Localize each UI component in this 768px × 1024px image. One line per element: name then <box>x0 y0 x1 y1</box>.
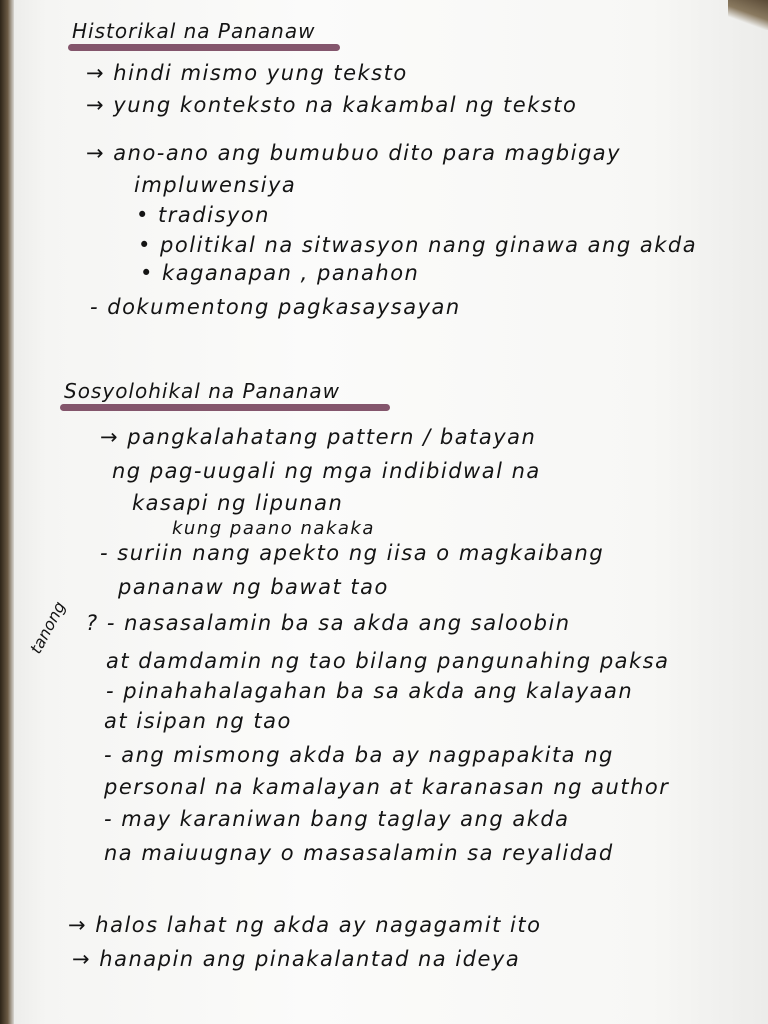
section-heading: Sosyolohikal na Pananaw <box>64 379 341 403</box>
note-line: - ang mismong akda ba ay nagpapakita ng <box>104 743 614 767</box>
note-line: → yung konteksto na kakambal ng teksto <box>86 93 578 117</box>
page-corner-shadow <box>728 0 768 30</box>
note-line: at isipan ng tao <box>104 709 292 733</box>
margin-note: tanong <box>26 598 70 657</box>
note-line: → ano-ano ang bumubuo dito para magbigay <box>86 141 622 165</box>
notebook-spine <box>0 0 14 1024</box>
section-heading: Historikal na Pananaw <box>72 19 316 43</box>
note-line: kung paano nakaka <box>172 518 375 539</box>
note-line: impluwensiya <box>134 173 297 197</box>
heading-underline <box>68 44 340 51</box>
note-line: na maiuugnay o masasalamin sa reyalidad <box>104 841 614 865</box>
note-line: - may karaniwan bang taglay ang akda <box>104 807 570 831</box>
note-line: - pinahahalagahan ba sa akda ang kalayaan <box>106 679 634 703</box>
note-line: at damdamin ng tao bilang pangunahing paksa <box>106 649 670 673</box>
note-line: → hanapin ang pinakalantad na ideya <box>72 947 521 971</box>
note-line: - dokumentong pagkasaysayan <box>90 295 461 319</box>
note-line: → hindi mismo yung teksto <box>86 61 408 85</box>
note-line: kasapi ng lipunan <box>132 491 344 515</box>
note-line: personal na kamalayan at karanasan ng author <box>104 775 670 799</box>
note-line: pananaw ng bawat tao <box>118 575 389 599</box>
note-line: ng pag-uugali ng mga indibidwal na <box>112 459 541 483</box>
note-line: ? - nasasalamin ba sa akda ang saloobin <box>86 611 571 635</box>
note-line: → halos lahat ng akda ay nagagamit ito <box>68 913 542 937</box>
note-line: - suriin nang apekto ng iisa o magkaibang <box>100 541 605 565</box>
note-line: • politikal na sitwasyon nang ginawa ang akda <box>138 233 698 257</box>
note-line: • kaganapan , panahon <box>140 261 420 285</box>
heading-underline <box>60 404 390 411</box>
note-line: → pangkalahatang pattern / batayan <box>100 425 537 449</box>
note-line: • tradisyon <box>136 203 270 227</box>
